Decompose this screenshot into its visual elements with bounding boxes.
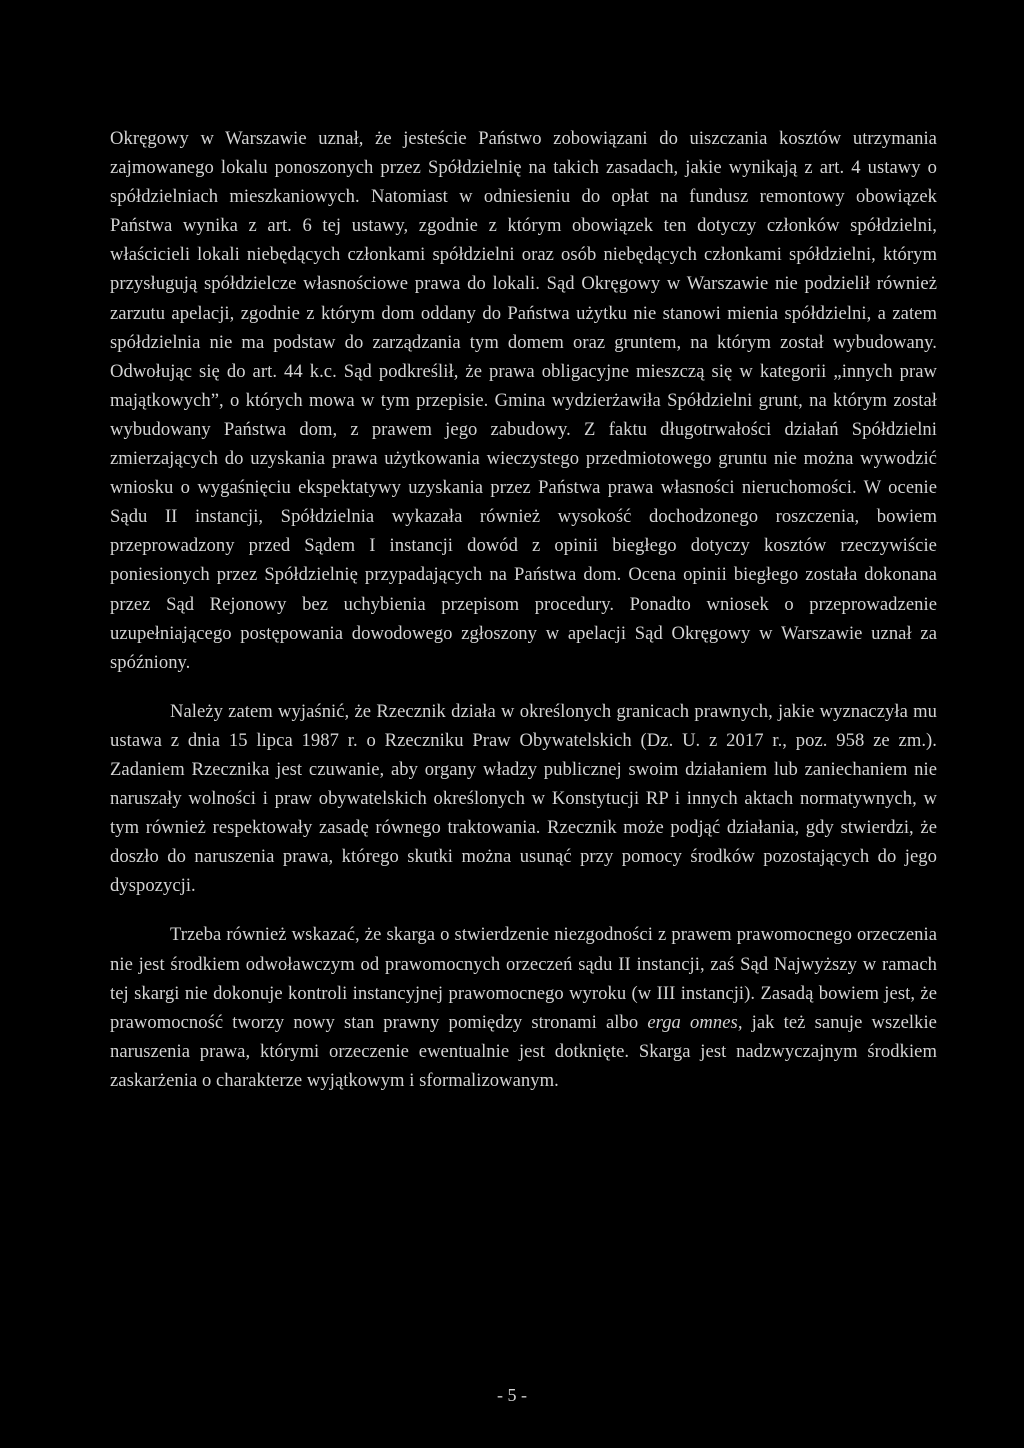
paragraph-3-text-end: , jak też sanuje wszelkie naruszenia prawa, którymi orzeczenie ewentualnie jest dotknięte. Skarga jest nadzwyczajnym środkiem zaskarżenia o charakterze wyjątkowym i sformalizowanym. xyxy=(110,1011,937,1091)
paragraph-2: Należy zatem wyjaśnić, że Rzecznik działa w określonych granicach prawnych, jakie wyznaczyła mu ustawa z dnia 15 lipca 1987 r. o Rzeczniku Praw Obywatelskich (Dz. U. z 2017 r., poz. 958 ze zm.). Zadaniem Rzecznika jest czuwanie, aby organy władzy publicznej swoim działaniem lub zaniechaniem nie naruszały wolności i praw obywatelskich określonych w Konstytucji RP i innych aktach normatywnych, w tym również respektowały zasadę równego traktowania. Rzecznik może podjąć działania, gdy stwierdzi, że doszło do naruszenia prawa, którego skutki można usunąć przy pomocy środków pozostających do jego dyspozycji. xyxy=(110,700,937,897)
paragraph-1: Okręgowy w Warszawie uznał, że jesteście Państwo zobowiązani do uiszczania kosztów utrzymania zajmowanego lokalu ponoszonych przez Spółdzielnię na takich zasadach, jakie wynikają z art. 4 ustawy o spółdzielniach mieszkaniowych. Natomiast w odniesieniu do opłat na fundusz remontowy obowiązek Państwa wynika z art. 6 tej ustawy, zgodnie z którym obowiązek ten dotyczy członków spółdzielni, właścicieli lokali niebędących członkami spółdzielni oraz osób niebędących członkami spółdzielni, którym przysługują spółdzielcze własnościowe prawa do lokali. Sąd Okręgowy w Warszawie nie podzielił również zarzutu apelacji, zgodnie z którym dom oddany do Państwa użytku nie stanowi mienia spółdzielni, a zatem spółdzielnia nie ma podstaw do zarządzania tym domem oraz gruntem, na którym został wybudowany. Odwołując się do art. 44 k.c. Sąd podkreślił, że prawa obligacyjne mieszczą się w kategorii „innych praw majątkowych”, o których mowa w tym przepisie. Gmina wydzierżawiła Spółdzielni grunt, na którym został wybudowany Państwa dom, z prawem jego zabudowy. Z faktu długotrwałości działań Spółdzielni zmierzających do uzyskania prawa użytkowania wieczystego przedmiotowego gruntu nie można wywodzić wniosku o wygaśnięciu ekspektatywy uzyskania przez Państwa prawa własności nieruchomości. W ocenie Sądu II instancji, Spółdzielnia wykazała również wysokość dochodzonego roszczenia, bowiem przeprowadzony przed Sądem I instancji dowód z opinii biegłego dotyczy kosztów rzeczywiście poniesionych przez Spółdzielnię przypadających na Państwa dom. Ocena opinii biegłego została dokonana przez Sąd Rejonowy bez uchybienia przepisom procedury. Ponadto wniosek o przeprowadzenie uzupełniającego postępowania dowodowego zgłoszony w apelacji Sąd Okręgowy w Warszawie uznał za spóźniony. xyxy=(110,128,937,673)
paragraph-3 xyxy=(110,920,937,1095)
paragraph-3-text-start: Trzeba również wskazać, że skarga o stwierdzenie niezgodności z prawem prawomocnego orzeczenia nie jest środkiem odwoławczym od prawomocnych orzeczeń sądu II instancji, zaś Sąd Najwyższy w ramach tej skargi nie dokonuje kontroli instancyjnej prawomocnego wyroku (w III instancji). Zasadą bowiem jest, że prawomocność tworzy nowy stan prawny pomiędzy stronami albo xyxy=(110,924,937,1033)
latin-phrase-erga-omnes: erga omnes xyxy=(647,1011,738,1033)
page-number: - 5 - xyxy=(497,1385,527,1405)
document-body xyxy=(110,124,937,1095)
